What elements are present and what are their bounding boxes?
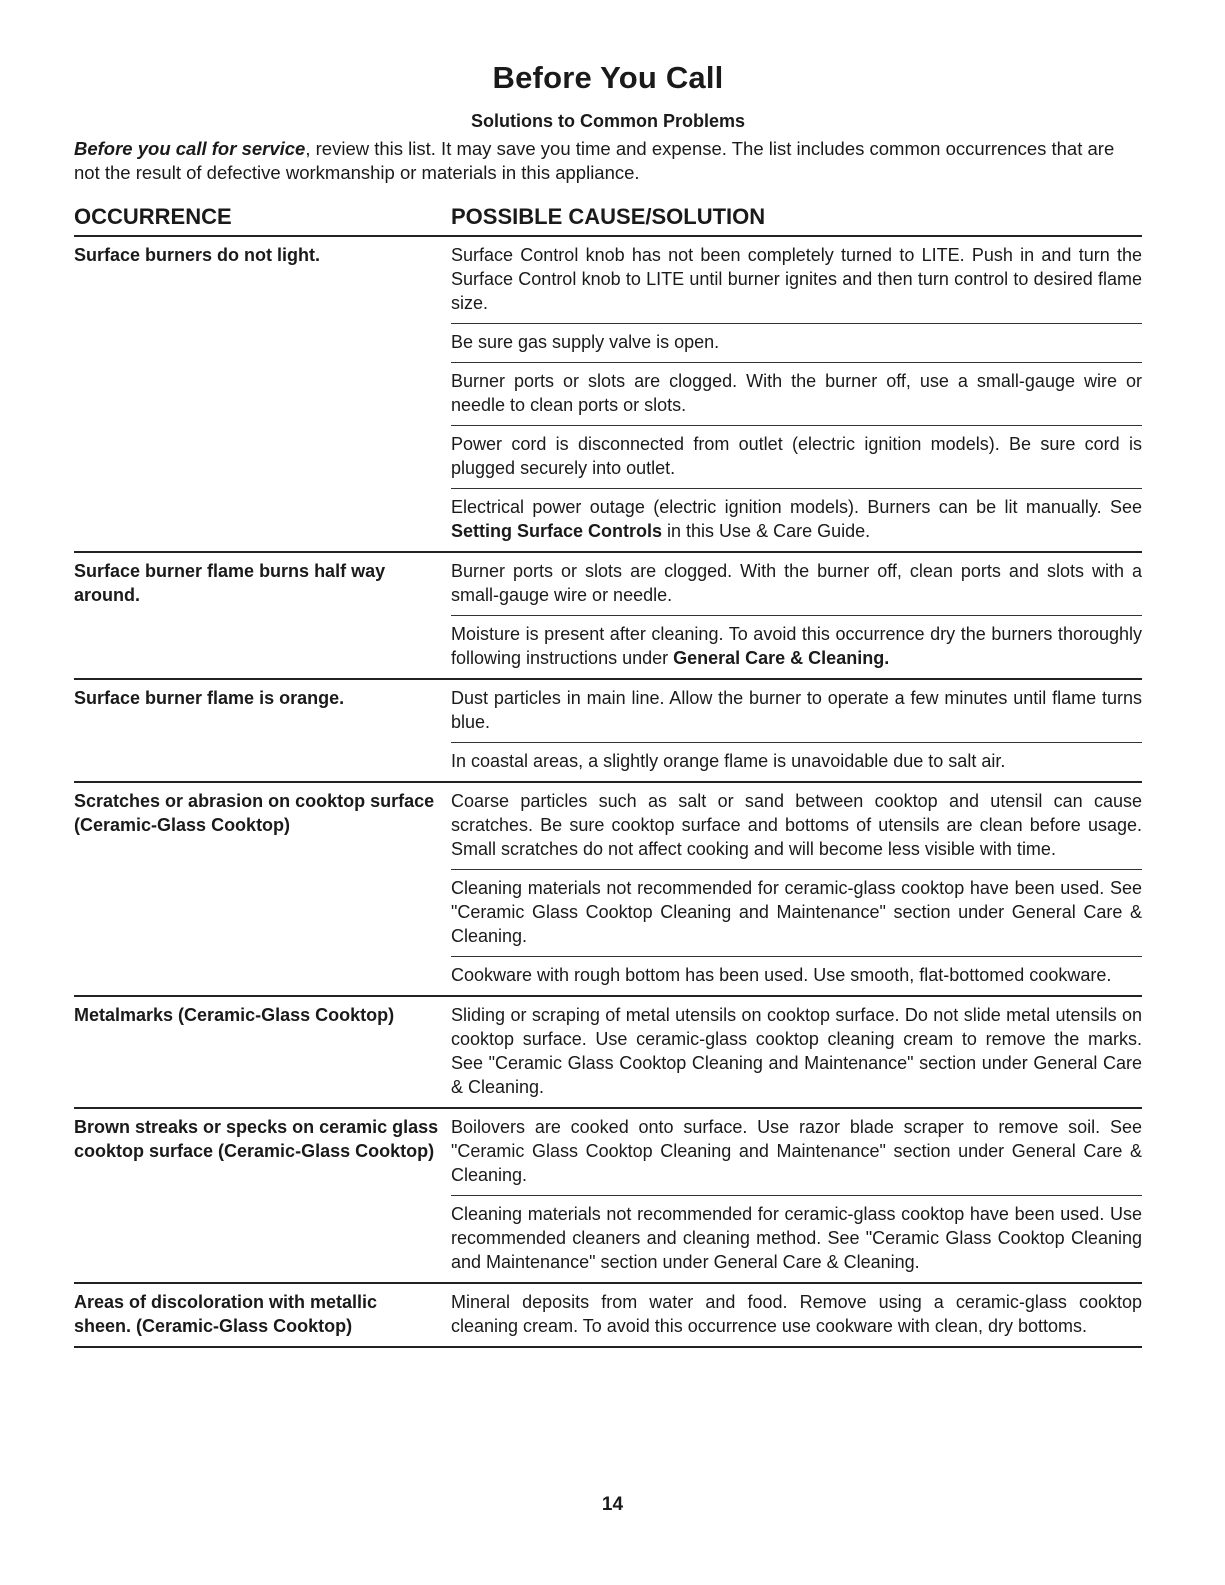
solution-list	[451, 783, 1142, 995]
solution-text: Power cord is disconnected from outlet (electric ignition models). Be sure cord is plugged securely into outlet.	[451, 434, 1142, 478]
page-subtitle: Solutions to Common Problems	[470, 111, 745, 131]
solution-list	[451, 680, 1142, 781]
solution-item	[451, 997, 1142, 1107]
occurrence-label: Metalmarks (Ceramic-Glass Cooktop)	[74, 1005, 395, 1025]
solution-item	[451, 783, 1142, 870]
solution-item	[451, 237, 1142, 324]
table-row	[74, 680, 1142, 783]
solution-text: Electrical power outage (electric ignition models). Burners can be lit manually. See	[451, 497, 1142, 517]
solution-list	[451, 1109, 1142, 1282]
solution-item	[451, 616, 1142, 678]
solution-text: Cleaning materials not recommended for ceramic-glass cooktop have been used. Use recommended cleaners and cleaning method. See "Ceramic Glass Cooktop Cleaning and Maintenance" section under General Care & Cleaning.	[451, 1204, 1142, 1272]
solution-item	[451, 426, 1142, 489]
solution-text: Burner ports or slots are clogged. With the burner off, use a small-gauge wire or needle to clean ports or slots.	[451, 371, 1142, 415]
table-row	[74, 997, 1142, 1109]
page-title: Before You Call	[492, 60, 724, 95]
solution-column-header: POSSIBLE CAUSE/SOLUTION	[451, 204, 766, 229]
solution-list	[451, 553, 1142, 678]
solution-list	[451, 1284, 1142, 1346]
solution-item	[451, 489, 1142, 551]
table-row	[74, 237, 1142, 553]
solution-text-tail: in this Use & Care Guide.	[662, 521, 871, 541]
solution-text: Sliding or scraping of metal utensils on cooktop surface. Do not slide metal utensils on cooktop surface. Use ceramic-glass cooktop cleaning cream to remove the marks. See "Ceramic Glass Cooktop Cleaning and Maintenance" section under General Care & Cleaning.	[451, 1005, 1142, 1097]
solution-list	[451, 237, 1142, 551]
solution-item	[451, 324, 1142, 363]
solution-text: Be sure gas supply valve is open.	[451, 332, 720, 352]
solution-reference: Setting Surface Controls	[451, 521, 663, 541]
occurrence-label: Areas of discoloration with metallic sheen. (Ceramic-Glass Cooktop)	[74, 1292, 378, 1336]
table-row	[74, 553, 1142, 680]
solution-item	[451, 1109, 1142, 1196]
solution-item	[451, 1196, 1142, 1282]
solution-item	[451, 743, 1142, 781]
occurrence-label: Brown streaks or specks on ceramic glass cooktop surface (Ceramic-Glass Cooktop)	[74, 1117, 439, 1161]
troubleshooting-table	[74, 237, 1142, 1348]
solution-text: In coastal areas, a slightly orange flame is unavoidable due to salt air.	[451, 751, 1006, 771]
solution-text: Cookware with rough bottom has been used. Use smooth, flat-bottomed cookware.	[451, 965, 1112, 985]
table-row	[74, 1109, 1142, 1284]
solution-item	[451, 870, 1142, 957]
solution-item	[451, 363, 1142, 426]
column-headers	[74, 203, 1142, 237]
solution-list	[451, 997, 1142, 1107]
solution-text: Moisture is present after cleaning. To avoid this occurrence dry the burners thoroughly following instructions under	[451, 624, 1142, 668]
solution-text: Burner ports or slots are clogged. With the burner off, clean ports and slots with a small-gauge wire or needle.	[451, 561, 1142, 605]
solution-item	[451, 957, 1142, 995]
occurrence-column-header: OCCURRENCE	[74, 204, 232, 229]
solution-text: Mineral deposits from water and food. Remove using a ceramic-glass cooktop cleaning cream. To avoid this occurrence use cookware with clean, dry bottoms.	[451, 1292, 1142, 1336]
solution-text: Dust particles in main line. Allow the burner to operate a few minutes until flame turns blue.	[451, 688, 1142, 732]
intro-lead: Before you call for service	[74, 138, 306, 159]
intro-paragraph	[74, 137, 1142, 185]
intro-text: , review this list. It may save you time and expense. The list includes common occurrences that are not the result of defective workmanship or materials in this appliance.	[74, 138, 1115, 183]
solution-text: Coarse particles such as salt or sand between cooktop and utensil can cause scratches. Be sure cooktop surface and bottoms of utensils are clean before usage. Small scratches do not affect cooking and will become less visible with time.	[451, 791, 1142, 859]
table-row	[74, 1284, 1142, 1348]
solution-item	[451, 1284, 1142, 1346]
page-number: 14	[601, 1494, 624, 1515]
occurrence-label: Surface burner flame is orange.	[74, 688, 345, 708]
occurrence-label: Surface burner flame burns half way around.	[74, 561, 386, 605]
page	[74, 60, 1142, 1348]
solution-text: Cleaning materials not recommended for ceramic-glass cooktop have been used. See "Ceramic Glass Cooktop Cleaning and Maintenance" section under General Care & Cleaning.	[451, 878, 1142, 946]
solution-item	[451, 680, 1142, 743]
table-row	[74, 783, 1142, 997]
solution-text: Boilovers are cooked onto surface. Use razor blade scraper to remove soil. See "Ceramic Glass Cooktop Cleaning and Maintenance" section under General Care & Cleaning.	[451, 1117, 1142, 1185]
solution-reference: General Care & Cleaning.	[673, 648, 890, 668]
solution-item	[451, 553, 1142, 616]
solution-text: Surface Control knob has not been completely turned to LITE. Push in and turn the Surface Control knob to LITE until burner ignites and then turn control to desired flame size.	[451, 245, 1142, 313]
occurrence-label: Scratches or abrasion on cooktop surface (Ceramic-Glass Cooktop)	[74, 791, 435, 835]
occurrence-label: Surface burners do not light.	[74, 245, 321, 265]
